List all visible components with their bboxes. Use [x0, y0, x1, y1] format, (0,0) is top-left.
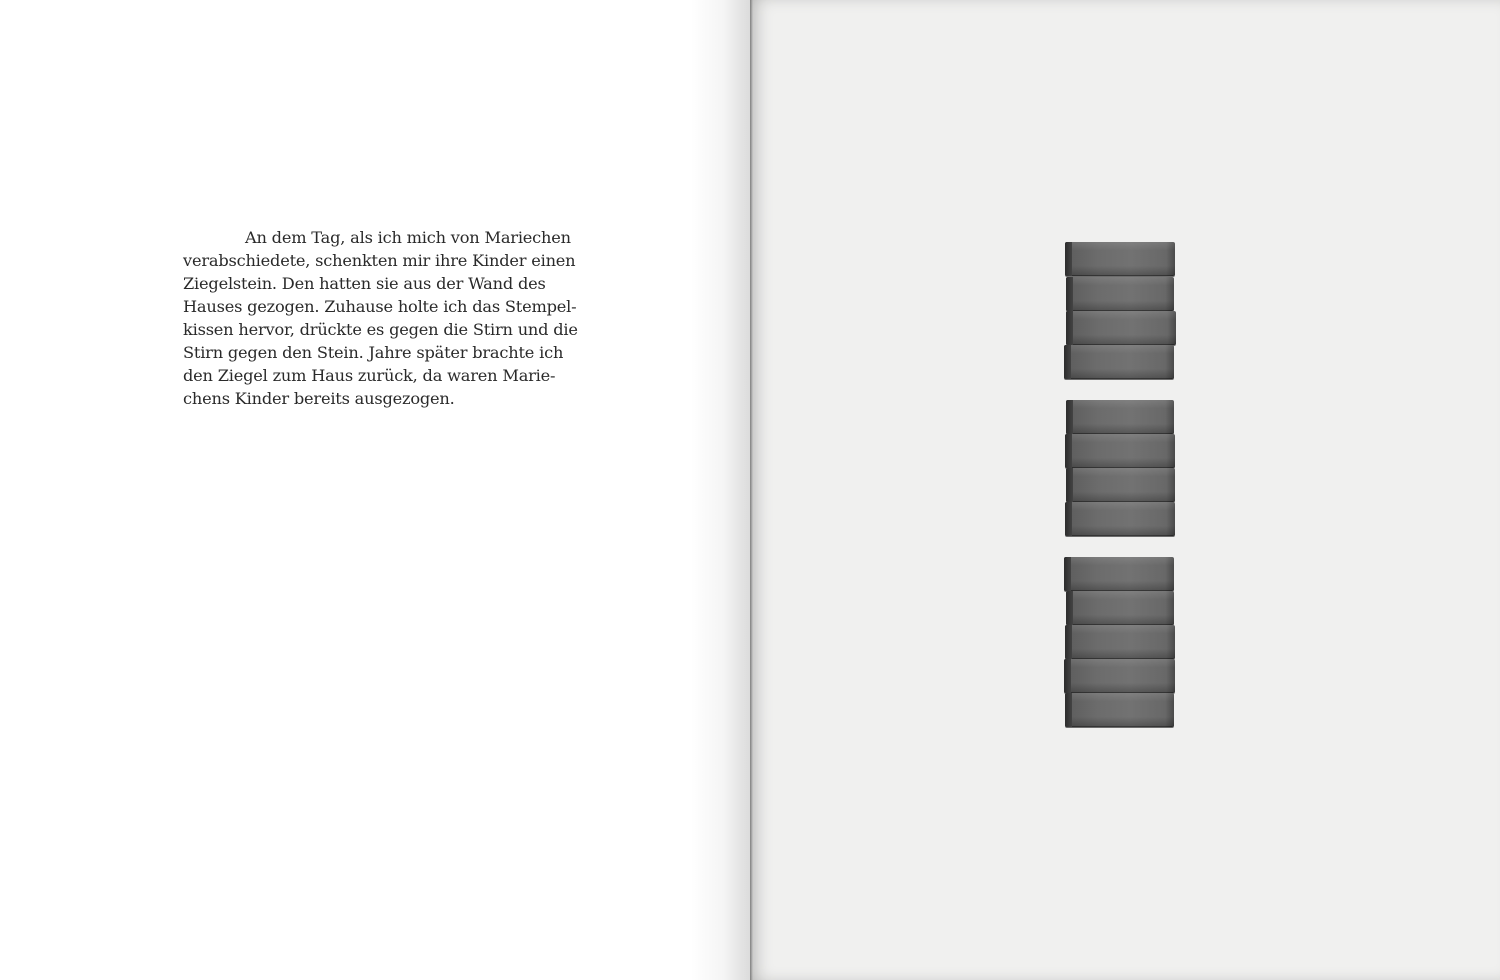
brick [1064, 345, 1174, 379]
paragraph-line: verabschiedete, schenkten mir ihre Kinder einen [183, 251, 576, 270]
brick [1065, 693, 1174, 727]
brick [1064, 659, 1175, 693]
brick [1066, 277, 1174, 311]
brick [1064, 557, 1174, 591]
brick [1066, 468, 1175, 502]
paragraph-line: An dem Tag, als ich mich von Mariechen [245, 228, 571, 247]
brick-stacks-photo [1063, 240, 1177, 732]
spine-shadow [750, 0, 753, 980]
paragraph-line: Ziegelstein. Den hatten sie aus der Wand des [183, 274, 546, 293]
brick-stack [1063, 556, 1177, 732]
brick [1066, 591, 1174, 625]
brick [1066, 311, 1176, 345]
paragraph-line: chens Kinder bereits ausgezogen. [183, 389, 455, 408]
gutter-shadow [690, 0, 750, 980]
brick [1066, 400, 1174, 434]
brick [1065, 502, 1175, 536]
brick [1065, 625, 1175, 659]
paragraph-line: kissen hervor, drückte es gegen die Stirn und die [183, 320, 578, 339]
brick-stack [1063, 240, 1177, 382]
brick [1065, 434, 1175, 468]
paragraph-line: Hauses gezogen. Zuhause holte ich das Stempel- [183, 297, 577, 316]
brick-stack [1063, 398, 1177, 540]
paragraph-line: den Ziegel zum Haus zurück, da waren Marie- [183, 366, 556, 385]
story-paragraph [183, 226, 589, 410]
paragraph-line: Stirn gegen den Stein. Jahre später brachte ich [183, 343, 564, 362]
brick [1065, 242, 1175, 276]
